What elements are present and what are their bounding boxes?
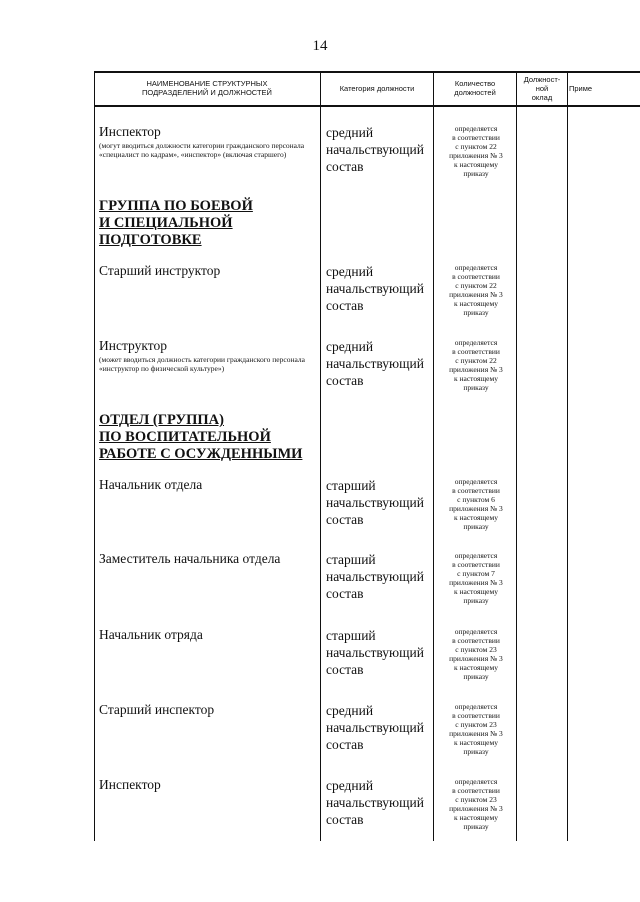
position-name: Заместитель начальника отдела (99, 551, 281, 566)
table-border-left (94, 71, 95, 841)
position-note: (могут вводиться должности категории гражданского персонала «специалист по кадрам», «инспектор» (включая старшего) (99, 141, 305, 159)
position-name: Старший инструктор (99, 263, 221, 278)
position-category: средний начальствующий состав (326, 125, 424, 174)
page-number: 14 (312, 38, 328, 54)
column-divider-note (567, 71, 568, 841)
header-note-column: Приме (569, 83, 593, 93)
position-category: средний начальствующий состав (326, 778, 424, 827)
column-divider-category (320, 71, 321, 841)
position-category: старший начальствующий состав (326, 552, 424, 601)
position-quantity: определяется в соответствии с пунктом 6 приложения № 3 к настоящему приказу (449, 477, 503, 531)
column-divider-salary (516, 71, 517, 841)
position-quantity: определяется в соответствии с пунктом 22 приложения № 3 к настоящему приказу (449, 124, 503, 178)
position-quantity: определяется в соответствии с пунктом 7 приложения № 3 к настоящему приказу (449, 551, 503, 605)
table-header-rule (94, 105, 640, 107)
position-quantity: определяется в соответствии с пунктом 23 приложения № 3 к настоящему приказу (449, 702, 503, 756)
position-name: Начальник отдела (99, 477, 203, 492)
position-category: средний начальствующий состав (326, 703, 424, 752)
position-name: Начальник отряда (99, 627, 203, 642)
position-name: Инспектор (99, 777, 161, 792)
position-quantity: определяется в соответствии с пунктом 23 приложения № 3 к настоящему приказу (449, 627, 503, 681)
position-name: Инспектор (могут вводиться должности категории гражданского персонала «специалист по кадрам», «инспектор» (включая старшего) (99, 124, 321, 159)
position-name: Инструктор (может вводиться должность категории гражданского персонала «инструктор по физической культуре») (99, 338, 321, 373)
position-category: старший начальствующий состав (326, 478, 424, 527)
header-salary-column: Должност- ной оклад (523, 74, 561, 102)
position-category: средний начальствующий состав (326, 264, 424, 313)
position-quantity: определяется в соответствии с пунктом 22 приложения № 3 к настоящему приказу (449, 263, 503, 317)
header-quantity-column: Количество должностей (454, 79, 496, 97)
section-heading: ОТДЕЛ (ГРУППА) ПО ВОСПИТАТЕЛЬНОЙ РАБОТЕ С ОСУЖДЕННЫМИ (99, 412, 303, 462)
position-name: Старший инспектор (99, 702, 215, 717)
section-heading: ГРУППА ПО БОЕВОЙ И СПЕЦИАЛЬНОЙ ПОДГОТОВКЕ (99, 198, 253, 248)
position-category: старший начальствующий состав (326, 628, 424, 677)
header-category-column: Категория должности (339, 83, 415, 93)
position-quantity: определяется в соответствии с пунктом 23 приложения № 3 к настоящему приказу (449, 777, 503, 831)
position-quantity: определяется в соответствии с пунктом 22 приложения № 3 к настоящему приказу (449, 338, 503, 392)
header-name-column: НАИМЕНОВАНИЕ СТРУКТУРНЫХ ПОДРАЗДЕЛЕНИЙ И ДОЛЖНОСТЕЙ (142, 79, 272, 97)
position-category: средний начальствующий состав (326, 339, 424, 388)
position-note: (может вводиться должность категории гражданского персонала «инструктор по физической культуре») (99, 355, 305, 373)
